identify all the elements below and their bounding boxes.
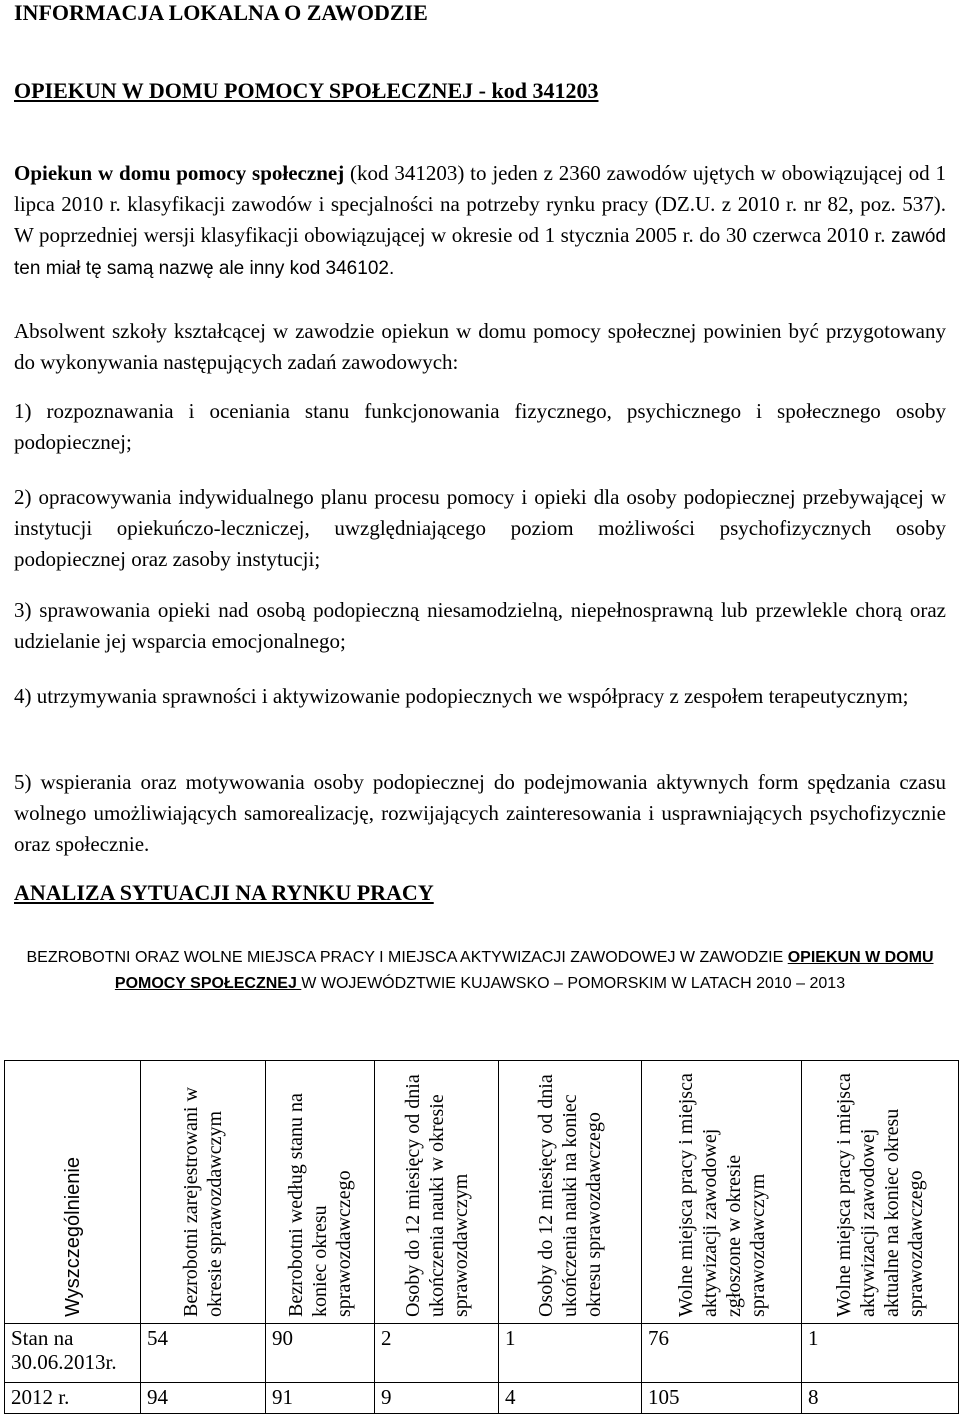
table-cell: 94 [141, 1383, 266, 1414]
table-cell: 1 [499, 1324, 642, 1383]
table-cell: 90 [266, 1324, 375, 1383]
caption-part-2: W WOJEWÓDZTWIE KUJAWSKO – POMORSKIM W LATACH 2010 – 2013 [301, 975, 846, 992]
paragraph-task-3: 3) sprawowania opieki nad osobą podopieczną niesamodzielną, niepełnosprawną lub przewlekle chorą oraz udzielanie jej wsparcia emocjonalnego; [14, 598, 946, 653]
row-label: Stan na 30.06.2013r. [5, 1324, 141, 1383]
header-cell-label [5, 1061, 141, 1324]
table-cell: 4 [499, 1383, 642, 1414]
intro-text-sans: zawód ten miał tę samą nazwę ale inny kod 346102. [14, 226, 947, 279]
statistics-table [4, 1060, 959, 1414]
caption-part-1: BEZROBOTNI ORAZ WOLNE MIEJSCA PRACY I MIEJSCA AKTYWIZACJI ZAWODOWEJ W ZAWODZIE [26, 949, 788, 966]
header-text: Osoby do 12 miesięcy od dnia ukończenia nauki w okresie sprawozdawczym [401, 1074, 472, 1317]
table-cell: 8 [802, 1383, 959, 1414]
header-cell [499, 1061, 642, 1324]
header-text: Wyszczególnienie [61, 1157, 84, 1317]
header-text: Bezrobotni według stanu na koniec okresu sprawozdawczego [285, 1093, 355, 1317]
paragraph-task-4: 4) utrzymywania sprawności i aktywizowanie podopiecznych we współpracy z zespołem terapeutycznym; [14, 684, 909, 708]
document-subtitle: OPIEKUN W DOMU POMOCY SPOŁECZNEJ - kod 341203 [14, 78, 599, 103]
header-cell [802, 1061, 959, 1324]
intro-bold-term: Opiekun w domu pomocy społecznej [14, 161, 345, 185]
table-cell: 9 [375, 1383, 499, 1414]
header-cell [375, 1061, 499, 1324]
paragraph-task-2: 2) opracowywania indywidualnego planu procesu pomocy i opieki dla osoby podopiecznej przebywającej w instytucji opiekuńczo-leczniczej, uwzględniającego poziom możliwości psychofizycznych osoby podopiecznej oraz zasoby instytucji; [14, 485, 946, 571]
paragraph-task-5: 5) wspierania oraz motywowania osoby podopiecznej do podejmowania aktywnych form spędzania czasu wolnego umożliwiających samorealizację, rozwijających zainteresowania i usprawniających psychofizycznie oraz społecznie. [14, 770, 946, 856]
row-label: 2012 r. [5, 1383, 141, 1414]
table-header-row [5, 1061, 959, 1324]
table-cell: 105 [642, 1383, 802, 1414]
table-cell: 91 [266, 1383, 375, 1414]
table-row [5, 1383, 959, 1414]
intro-paragraph [14, 158, 946, 284]
header-cell [266, 1061, 375, 1324]
table-caption [14, 945, 946, 997]
table-cell: 54 [141, 1324, 266, 1383]
header-cell [642, 1061, 802, 1324]
header-text: Wolne miejsca pracy i miejsca aktywizacji zawodowej zgłoszone w okresie sprawozdawczym [674, 1073, 769, 1317]
table-cell: 76 [642, 1324, 802, 1383]
table-cell: 1 [802, 1324, 959, 1383]
header-text: Bezrobotni zarejestrowani w okresie sprawozdawczym [180, 1087, 226, 1317]
table-cell: 2 [375, 1324, 499, 1383]
header-text: Osoby do 12 miesięcy od dnia ukończenia nauki na koniec okresu sprawozdawczego [535, 1074, 605, 1317]
caption-highlight: OPIEKUN W DOMU POMOCY SPOŁECZNEJ [114, 949, 934, 992]
paragraph-intro-tasks: Absolwent szkoły kształcącej w zawodzie opiekun w domu pomocy społecznej powinien być przygotowany do wykonywania następujących zadań zawodowych: [14, 319, 946, 374]
header-cell [141, 1061, 266, 1324]
intro-text: (kod 341203) to jeden z 2360 zawodów ujętych w obowiązującej od 1 lipca 2010 r. klasyfikacji zawodów i specjalności na potrzeby rynku pracy (DZ.U. z 2010 r. nr 82, poz. 537). W poprzedniej wersji klasyfikacji obowiązującej w okresie od 1 stycznia 2005 r. do 30 czerwca 2010 r. [14, 161, 946, 247]
section-title: ANALIZA SYTUACJI NA RYNKU PRACY [14, 880, 434, 905]
paragraph-task-1: 1) rozpoznawania i oceniania stanu funkcjonowania fizycznego, psychicznego i społecznego osoby podopiecznej; [14, 399, 946, 454]
table-row [5, 1324, 959, 1383]
document-title: INFORMACJA LOKALNA O ZAWODZIE [14, 0, 428, 25]
header-text: Wolne miejsca pracy i miejsca aktywizacji zawodowej aktualne na koniec okresu sprawozdawczego [833, 1073, 927, 1317]
